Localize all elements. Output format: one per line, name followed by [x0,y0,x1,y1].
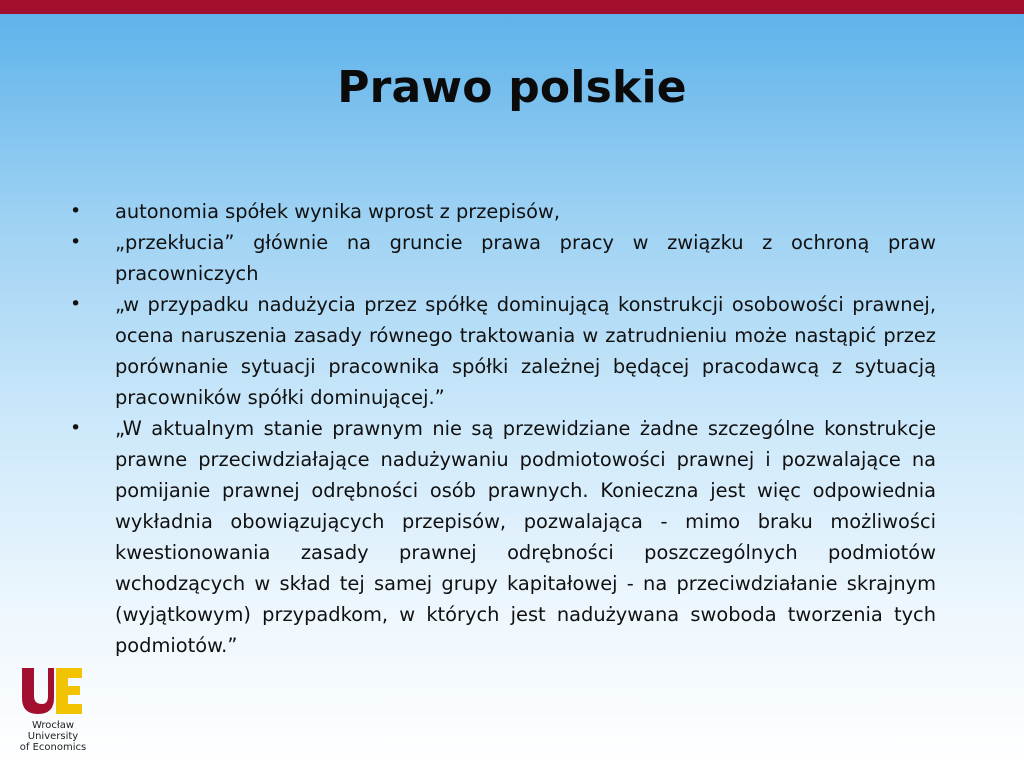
bullet-text: „W aktualnym stanie prawnym nie są przewidziane żadne szczególne konstrukcje prawne przeciwdziałające nadużywaniu podmiotowości prawnej i pozwalające na pomijanie prawnej odrębności osób prawnych. Konieczna jest więc odpowiednia wykładnia obowiązujących przepisów, pozwalająca - mimo braku możliwości kwestionowania zasady prawnej odrębności poszczególnych podmiotów wchodzących w skład tej samej grupy kapitałowej - na przeciwdziałanie skrajnym (wyjątkowym) przypadkom, w których jest nadużywana swoboda tworzenia tych podmiotów.” [115,417,936,657]
slide-title: Prawo polskie [337,62,687,113]
bullet-text: „w przypadku nadużycia przez spółkę dominującą konstrukcji osobowości prawnej, ocena naruszenia zasady równego traktowania w zatrudnieniu może nastąpić przez porównanie sytuacji pracownika spółki zależnej będącej pracodawcą z sytuacją pracowników spółki dominującej.” [115,293,936,409]
bullet-marker: • [70,293,82,315]
bullet-text: „przekłucia” głównie na gruncie prawa pracy w związku z ochroną praw pracowniczych [115,231,936,285]
bullet-item [70,196,936,227]
bullet-text: autonomia spółek wynika wprost z przepisów, [115,200,561,223]
logo-caption [18,720,88,753]
logo-caption-line: University [27,731,79,742]
bullet-item [70,227,936,289]
logo-caption-line: Wrocław [31,720,75,731]
bullet-item [70,413,936,661]
top-accent-bar [0,0,1024,14]
bullet-marker: • [70,231,82,253]
bullet-list [70,196,936,661]
university-logo [18,662,98,760]
bullet-item [70,289,936,413]
bullet-marker: • [70,417,82,439]
ue-logo-mark-icon [18,662,88,718]
logo-caption-line: of Economics [19,742,87,753]
bullet-marker: • [70,200,82,222]
